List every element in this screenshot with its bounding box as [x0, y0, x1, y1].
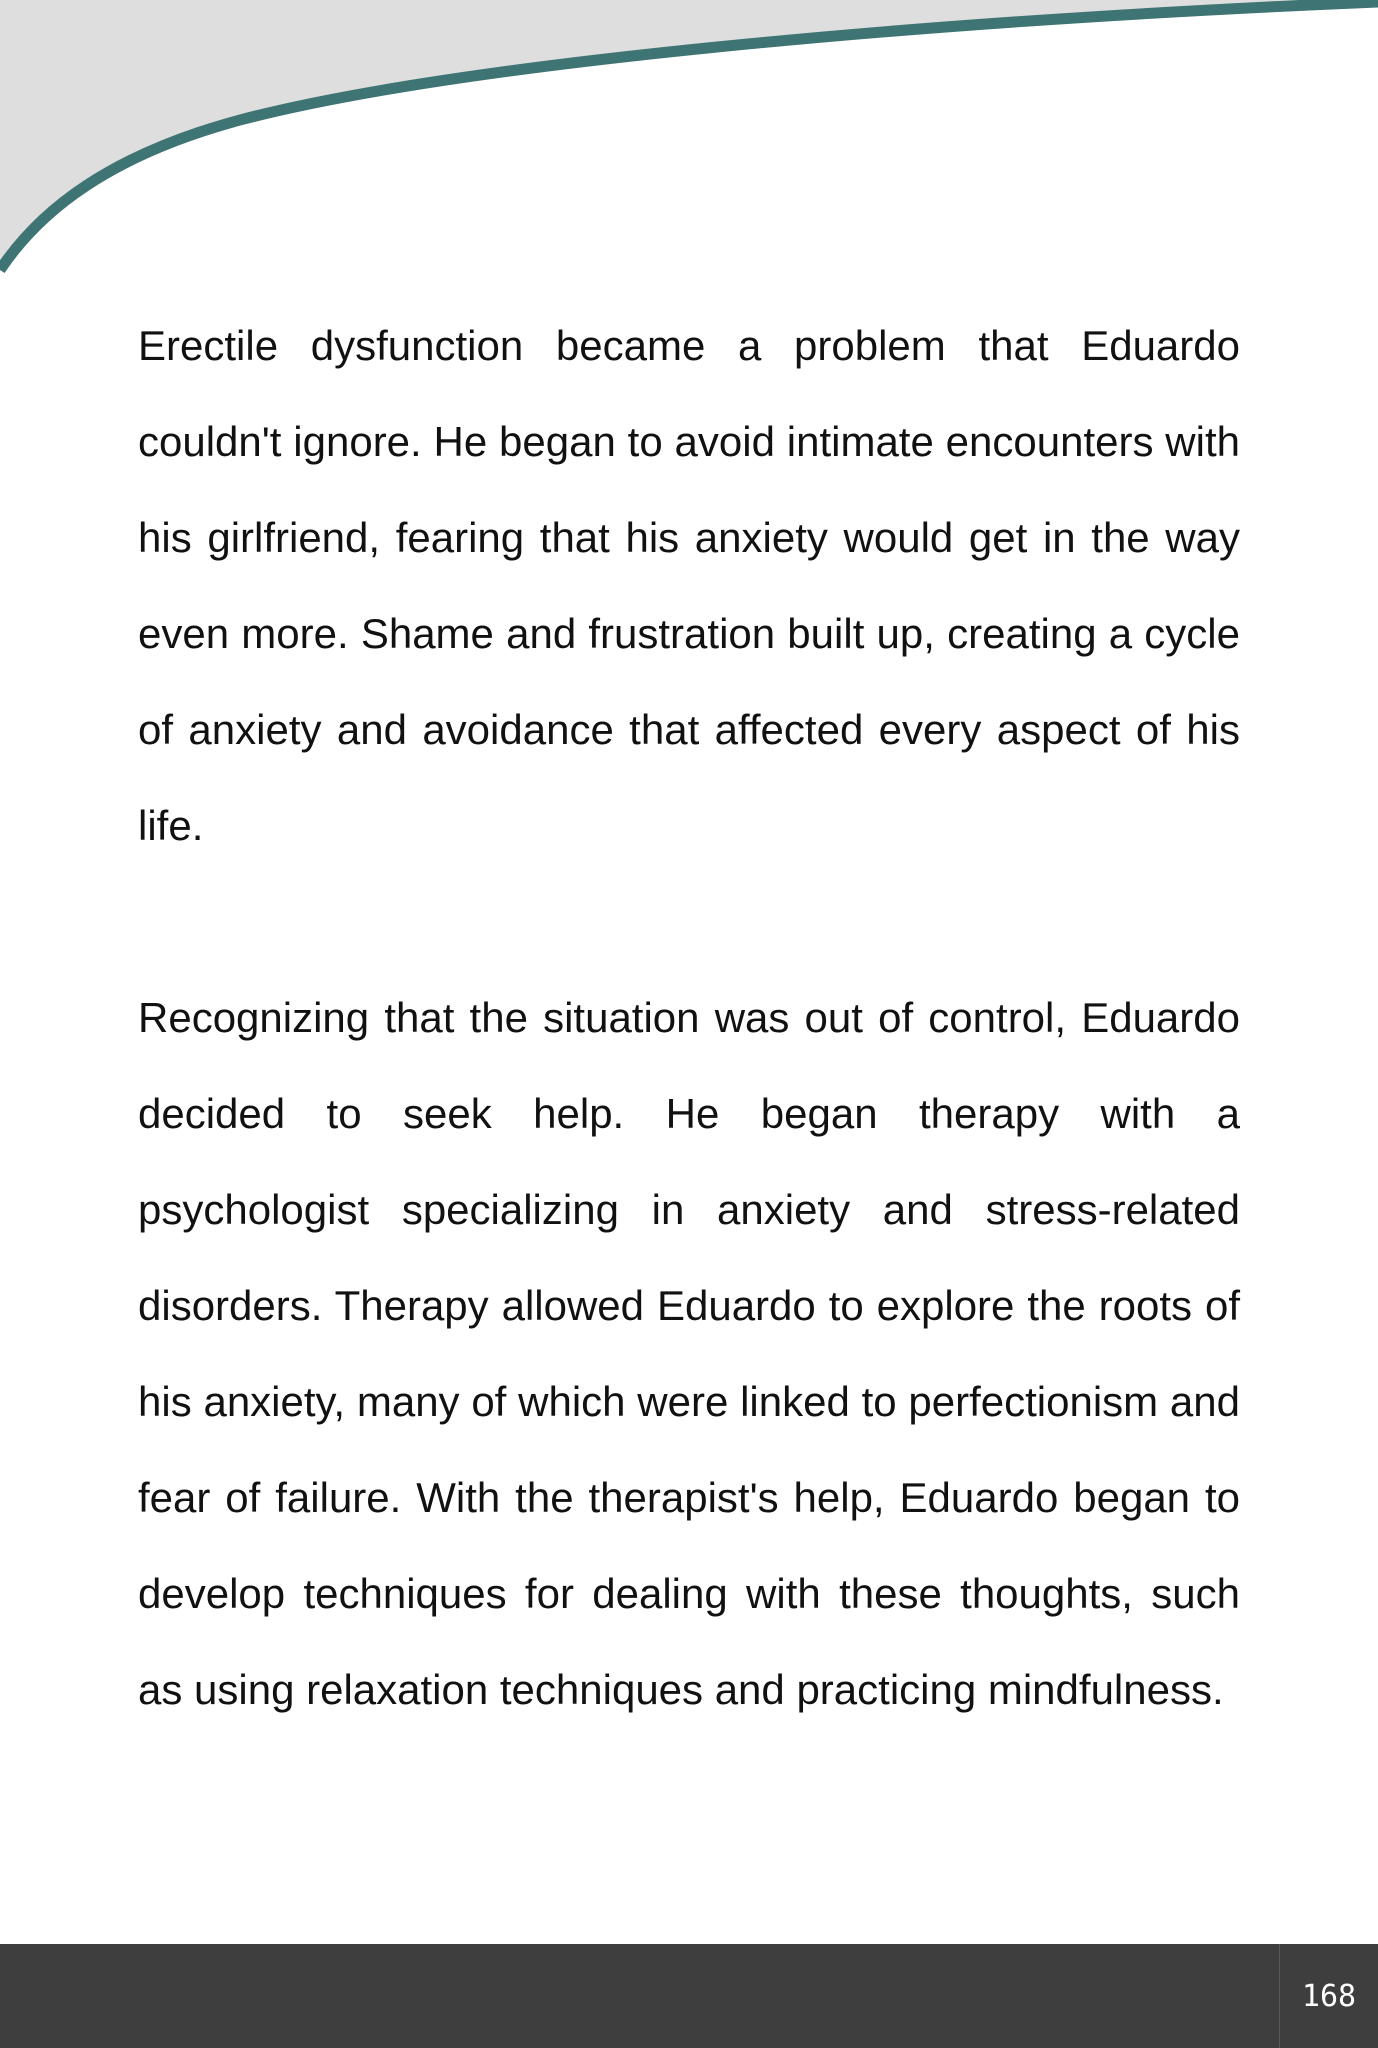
- page-number: 168: [1279, 1944, 1378, 2048]
- header-swoosh-decoration: [0, 0, 1378, 300]
- footer-bar: [0, 1944, 1378, 2048]
- body-paragraph-1: Erectile dysfunction became a problem that Eduardo couldn't ignore. He began to avoid intimate encounters with his girlfriend, fearing that his anxiety would get in the way even more. Shame and frustration built up, creating a cycle of anxiety and avoidance that affected every aspect of his life.: [138, 322, 1240, 849]
- body-paragraph-2: Recognizing that the situation was out of control, Eduardo decided to seek help. He began therapy with a psychologist specializing in anxiety and stress-related disorders. Therapy allowed Eduardo to explore the roots of his anxiety, many of which were linked to perfectionism and fear of failure. With the therapist's help, Eduardo began to develop techniques for dealing with these thoughts, such as using relaxation techniques and practicing mindfulness.: [138, 994, 1240, 1713]
- page-content: [138, 298, 1240, 1738]
